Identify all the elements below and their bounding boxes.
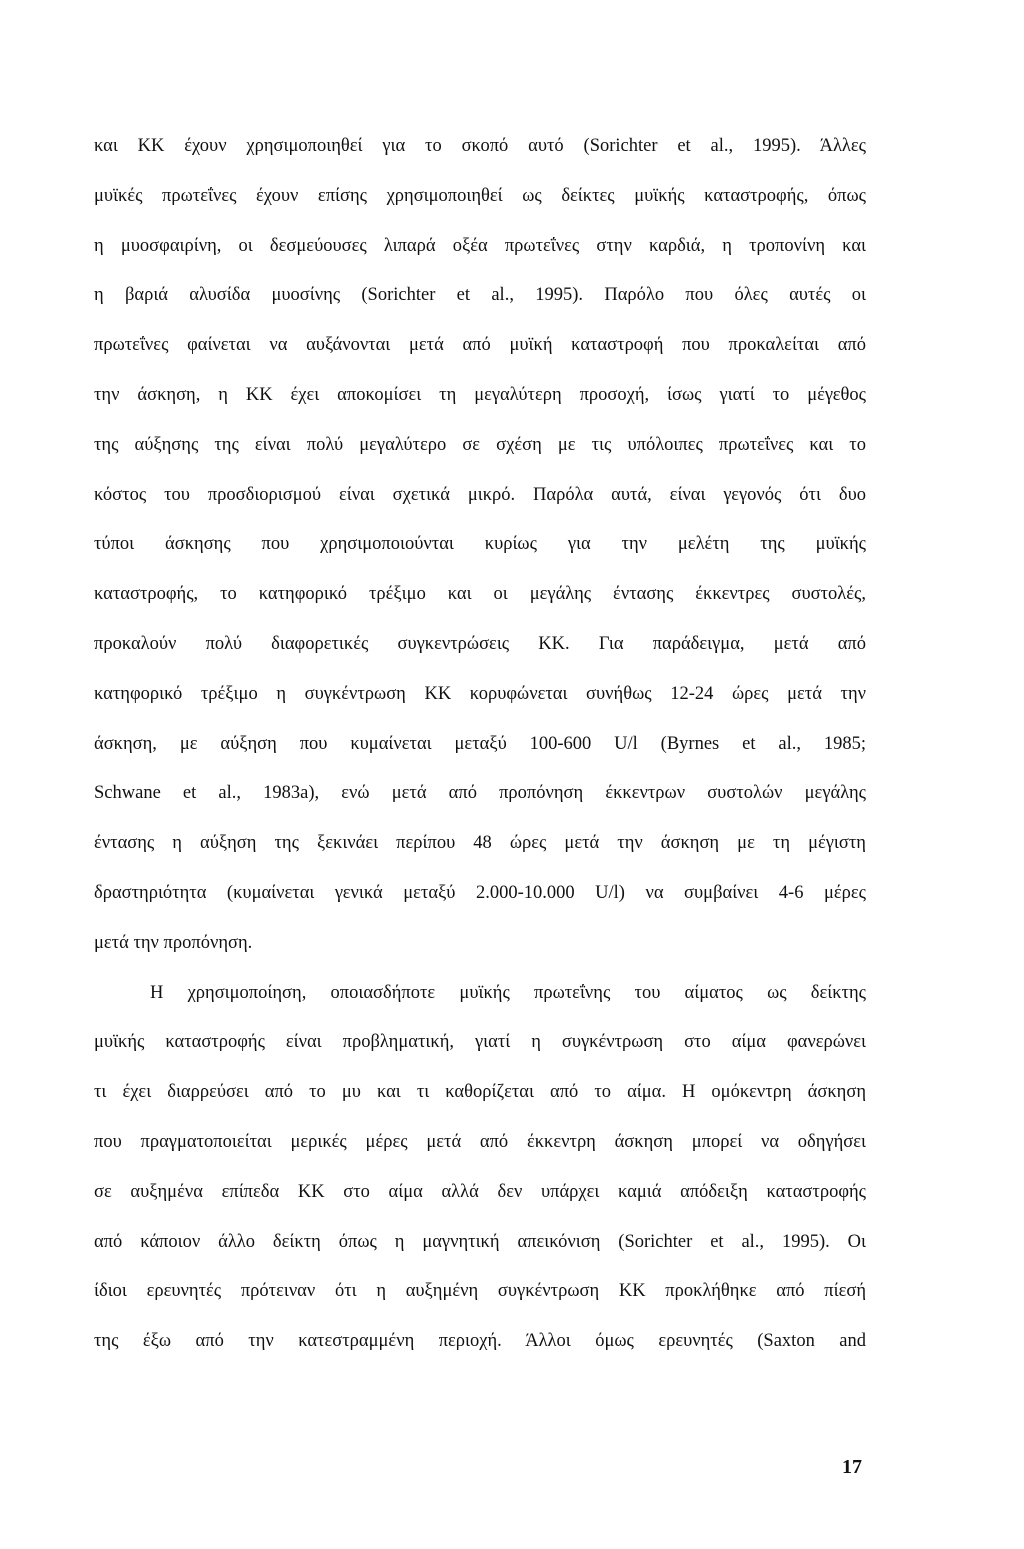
text-line: καταστροφής, το κατηφορικό τρέξιμο και οι μεγάλης έντασης έκκεντρες συστολές, [94, 584, 866, 605]
text-line: από κάποιον άλλο δείκτη όπως η μαγνητική απεικόνιση (Sorichter et al., 1995). Οι [94, 1231, 866, 1252]
text-line: μυϊκές πρωτεΐνες έχουν επίσης χρησιμοποιηθεί ως δείκτες μυϊκής καταστροφής, όπως [94, 185, 866, 206]
text-line: η βαριά αλυσίδα μυοσίνης (Sorichter et al., 1995). Παρόλο που όλες αυτές οι [94, 285, 866, 306]
text-line: Η χρησιμοποίηση, οποιασδήποτε μυϊκής πρωτεΐνης του αίματος ως δείκτης [150, 982, 866, 1003]
text-line: ίδιοι ερευνητές πρότειναν ότι η αυξημένη συγκέντρωση ΚΚ προκλήθηκε από πίεσή [94, 1281, 866, 1302]
text-line: της έξω από την κατεστραμμένη περιοχή. Άλλοι όμως ερευνητές (Saxton and [94, 1331, 866, 1352]
text-line: η μυοσφαιρίνη, οι δεσμεύουσες λιπαρά οξέα πρωτεΐνες στην καρδιά, η τροπονίνη και [94, 235, 866, 256]
body-text [94, 122, 866, 1367]
text-line: κόστος του προσδιορισμού είναι σχετικά μικρό. Παρόλα αυτά, είναι γεγονός ότι δυο [94, 484, 866, 505]
text-line: που πραγματοποιείται μερικές μέρες μετά από έκκεντρη άσκηση μπορεί να οδηγήσει [94, 1131, 866, 1152]
text-line: την άσκηση, η ΚΚ έχει αποκομίσει τη μεγαλύτερη προσοχή, ίσως γιατί το μέγεθος [94, 384, 866, 405]
text-line: Schwane et al., 1983a), ενώ μετά από προπόνηση έκκεντρων συστολών μεγάλης [94, 783, 866, 804]
page-number: 17 [842, 1456, 862, 1478]
text-line: τι έχει διαρρεύσει από το μυ και τι καθορίζεται από το αίμα. Η ομόκεντρη άσκηση [94, 1082, 866, 1103]
text-line: μετά την προπόνηση. [94, 932, 253, 953]
text-line: δραστηριότητα (κυμαίνεται γενικά μεταξύ 2.000-10.000 U/l) να συμβαίνει 4-6 μέρες [94, 882, 866, 903]
text-line: άσκηση, με αύξηση που κυμαίνεται μεταξύ 100-600 U/l (Byrnes et al., 1985; [94, 733, 866, 754]
text-line: μυϊκής καταστροφής είναι προβληματική, γιατί η συγκέντρωση στο αίμα φανερώνει [94, 1032, 866, 1053]
text-line: έντασης η αύξηση της ξεκινάει περίπου 48 ώρες μετά την άσκηση με τη μέγιστη [94, 833, 866, 854]
text-line: της αύξησης της είναι πολύ μεγαλύτερο σε σχέση με τις υπόλοιπες πρωτεΐνες και το [94, 434, 866, 455]
text-line: τύποι άσκησης που χρησιμοποιούνται κυρίως για την μελέτη της μυϊκής [94, 534, 866, 555]
text-line: προκαλούν πολύ διαφορετικές συγκεντρώσεις ΚΚ. Για παράδειγμα, μετά από [94, 633, 866, 654]
text-line: και ΚΚ έχουν χρησιμοποιηθεί για το σκοπό αυτό (Sorichter et al., 1995). Άλλες [94, 136, 866, 156]
text-line: σε αυξημένα επίπεδα ΚΚ στο αίμα αλλά δεν υπάρχει καμιά απόδειξη καταστροφής [94, 1181, 866, 1202]
text-line: κατηφορικό τρέξιμο η συγκέντρωση ΚΚ κορυφώνεται συνήθως 12-24 ώρες μετά την [94, 683, 866, 704]
text-line: πρωτεΐνες φαίνεται να αυξάνονται μετά από μυϊκή καταστροφή που προκαλείται από [94, 335, 866, 356]
